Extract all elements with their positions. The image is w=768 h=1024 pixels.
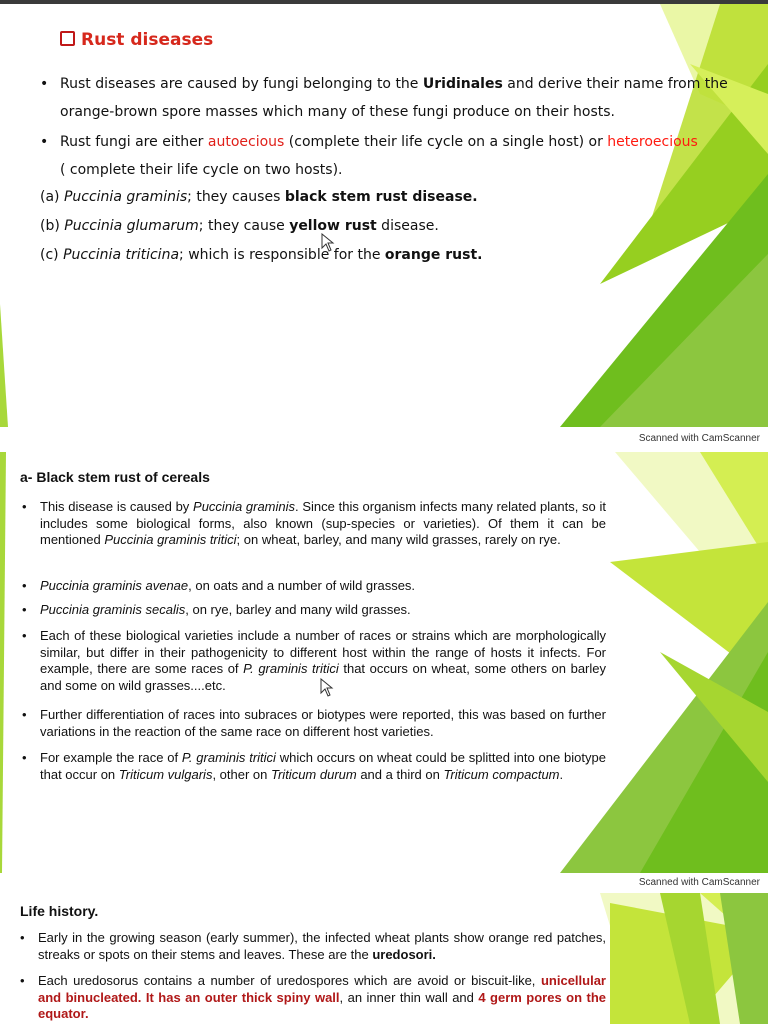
para-disease-cause: • This disease is caused by Puccinia graminis. Since this organism infects many related plants, so it includes some biological forms, also known (sup-species or varieties). Of them it can be mentioned Puccinia graminis tritici; on wheat, barley, and many wild grasses, rarely on rye. [22, 499, 607, 547]
bullet-rust-types: • Rust fungi are either autoecious (complete their life cycle on a single host) or heteroecious ( complete their life cycle on two hosts). [40, 134, 698, 178]
mouse-cursor-icon [321, 233, 335, 253]
slide3-title: Life history. [20, 903, 99, 919]
para-biotypes-example: • For example the race of P. graminis tritici which occurs on wheat could be splitted into one biotype that occur on Triticum vulgaris, other on Triticum durum and a third on Triticum compactum. [22, 750, 606, 782]
para-graminis-secalis: • Puccinia graminis secalis, on rye, barley and many wild grasses. [22, 602, 411, 617]
checkbox-icon [60, 31, 75, 46]
item-a-puccinia-graminis: (a) Puccinia graminis; they causes black stem rust disease. [40, 189, 478, 205]
para-biological-varieties: • Each of these biological varieties include a number of races or strains which are morphologically similar, but differ in their pathogenicity to different host within the range of hosts it infects. For example, there are some races of P. graminis tritici that occurs on wheat, some others on barley and some on wild grasses....etc. [22, 628, 606, 693]
slide-life-history [0, 893, 768, 1024]
para-graminis-avenae: • Puccinia graminis avenae, on oats and a number of wild grasses. [22, 578, 416, 593]
item-c-puccinia-triticina: (c) Puccinia triticina; which is responsible for the orange rust. [40, 247, 483, 263]
scan-watermark-1: Scanned with CamScanner [0, 427, 768, 452]
item-b-puccinia-glumarum: (b) Puccinia glumarum; they cause yellow rust disease. [40, 218, 439, 234]
slide-rust-diseases [0, 4, 768, 427]
para-subraces: • Further differentiation of races into subraces or biotypes were reported, this was based on further variations in the reaction of the same race on different host varieties. [22, 707, 606, 739]
scan-watermark-2: Scanned with CamScanner [0, 873, 768, 893]
slide1-title: Rust diseases [60, 30, 213, 50]
mouse-cursor-icon [320, 678, 334, 698]
slide-black-stem-rust [0, 452, 768, 873]
slide2-title: a- Black stem rust of cereals [20, 469, 210, 485]
para-uredosorus: • Each uredosorus contains a number of uredospores which are avoid or biscuit-like, unicellular and binucleated. It has an outer thick spiny wall, an inner thin wall and 4 germ pores on the equator. [20, 973, 607, 1021]
para-early-season: • Early in the growing season (early summer), the infected wheat plants show orange red patches, streaks or spots on their stems and leaves. These are the uredosori. [20, 930, 606, 962]
bullet-rust-cause: • Rust diseases are caused by fungi belonging to the Uridinales and derive their name from the orange-brown spore masses which many of these fungi produce on their hosts. [40, 76, 728, 120]
